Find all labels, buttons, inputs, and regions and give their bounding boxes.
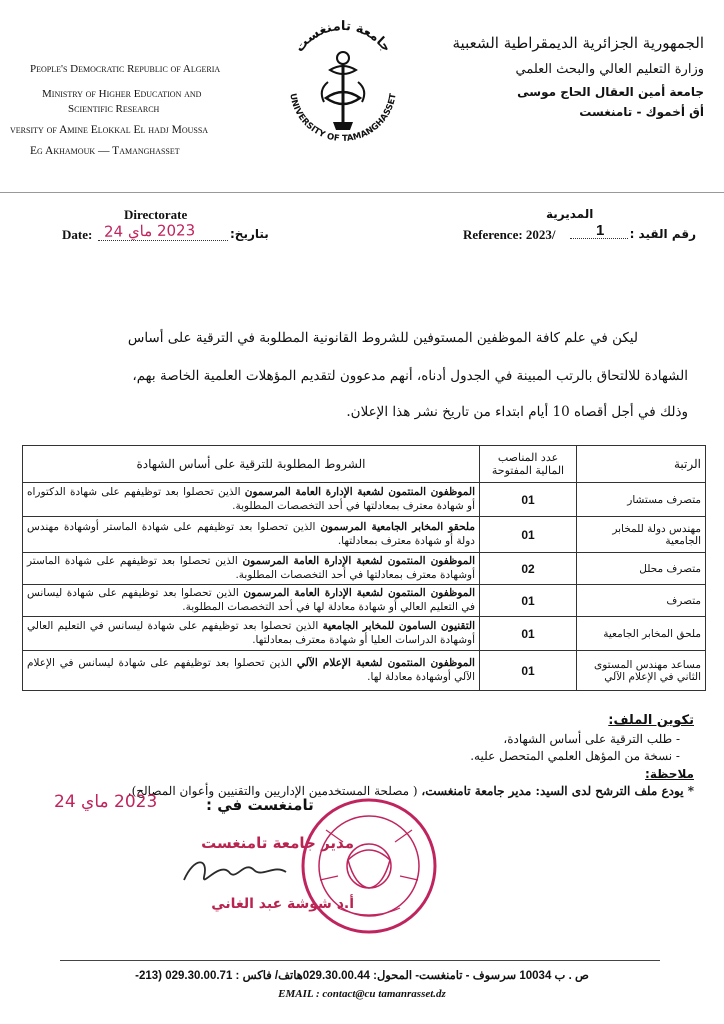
table-row [23, 517, 706, 553]
date-value: 2023 ماي 24 [103, 221, 196, 241]
table-row [23, 553, 706, 585]
header-en-line-4: versity of Amine Elokkal El hadj Moussa [10, 123, 209, 136]
reference-value: 1 [596, 222, 605, 239]
header-divider [0, 192, 724, 193]
conditions-bold: الموظفون المنتمون لشعبة الإدارة العامة المرسمون [244, 486, 475, 499]
signature-title: مدير جامعة تامنغست [201, 834, 354, 852]
signature-date: 2023 ماي 24 [54, 792, 158, 812]
logo-emblem-icon [278, 10, 408, 160]
conditions-cell [23, 651, 480, 691]
note-text: ( مصلحة المستخدمين الإداريين والتقنيين وأعوان المصالح). [127, 784, 422, 799]
reference-label-en: Reference: 2023/ [463, 227, 556, 242]
date-label-en: Date: [62, 227, 93, 242]
header-ar-line-2: وزارة التعليم العالي والبحث العلمي [515, 62, 704, 77]
conditions-text: الذين تحصلوا بعد توظيفهم على شهادة ليسانس في الإعلام الآلي أوشهادة معادلة لها. [27, 657, 475, 683]
positions-cell: 01 [480, 617, 577, 651]
stamp-seal-icon [298, 790, 440, 942]
conditions-cell [23, 585, 480, 617]
conditions-cell [23, 483, 480, 517]
table-header-row [23, 446, 706, 483]
rank-cell: مهندس دولة للمخابر الجامعية [577, 517, 706, 553]
header-english [10, 62, 280, 160]
positions-cell: 01 [480, 585, 577, 617]
file-item: - طلب الترقية على أساس الشهادة، [503, 731, 680, 746]
th-conditions: الشروط المطلوبة للترقية على أساس الشهادة [23, 446, 480, 483]
footer-address: ص . ب 10034 سرسوف - تامنغست- المحول: 029.30.00.44هاتف/ فاكس : 029.30.00.71 (213- [135, 970, 589, 982]
positions-cell: 01 [480, 651, 577, 691]
conditions-text: الذين تحصلوا بعد توظيفهم على شهادة الماستر أوشهادة معترف بمعادلتها في أحد التخصصات المطلوبة. [27, 555, 475, 581]
conditions-bold: الموظفون المنتمون لشعبة الإدارة العامة المرسمون [243, 587, 475, 600]
reference-label-ar: رقم القيد : [629, 227, 696, 241]
directorate-en: Directorate [124, 207, 188, 222]
footer-divider [60, 960, 660, 961]
date-label-ar: بتاريخ: [230, 227, 269, 241]
conditions-cell [23, 517, 480, 553]
table-row [23, 651, 706, 691]
header-en-line-3: Scientific Research [68, 102, 160, 115]
signature-place: تامنغست في : [206, 796, 314, 814]
body-paragraph-2: الشهادة للالتحاق بالرتب المبينة في الجدول أدناه، أنهم مدعوون لتقديم المؤهلات العلمية الخاصة بهم، [132, 368, 688, 384]
logo-text-en: UNIVERSITY OF TAMANGHASSET [287, 92, 399, 145]
rank-cell: متصرف محلل [577, 553, 706, 585]
positions-cell: 02 [480, 553, 577, 585]
conditions-text: الذين تحصلوا بعد توظيفهم على شهادة ليسانس في التعليم العالي أو شهادة معادلة لها في أحد التخصصات المطلوبة. [27, 587, 475, 613]
th-positions: عدد المناصب المالية المفتوحة [480, 446, 577, 483]
positions-cell: 01 [480, 517, 577, 553]
university-logo [278, 10, 408, 160]
promotion-table [22, 445, 706, 691]
header-arabic [404, 34, 704, 119]
file-section [94, 712, 694, 800]
file-item: - نسخة من المؤهل العلمي المتحصل عليه. [470, 749, 680, 764]
conditions-text: الذين تحصلوا بعد توظيفهم على شهادة ليسانس في التعليم العالي أوشهادة الدراسات العليا أو شهادة معترف بمعادلتها. [27, 620, 475, 646]
conditions-bold: الموظفون المنتمون لشعبة الإدارة العامة المرسمون [242, 555, 475, 568]
header-en-line-5: Eg Akhamouk — Tamanghasset [30, 145, 180, 158]
positions-cell: 01 [480, 483, 577, 517]
conditions-bold: التقنيون السامون للمخابر الجامعية [322, 620, 476, 633]
header-ar-line-4: أق أخموك - تامنغست [579, 105, 704, 119]
header-ar-line-1: الجمهورية الجزائرية الديمقراطية الشعبية [452, 34, 704, 52]
file-title: تكوين الملف: [608, 713, 694, 728]
svg-text:جامعة تامنغست [292, 19, 394, 55]
header-en-line-2: Ministry of Higher Education and [42, 87, 202, 100]
note-bold: * يودع ملف الترشح لدى السيد: مدير جامعة تامنغست، [421, 784, 694, 799]
directorate-ar: المديرية [546, 207, 594, 221]
header-ar-line-3: جامعة أمين العقال الحاج موسى [517, 85, 704, 99]
rank-cell: متصرف [577, 585, 706, 617]
rank-cell: مساعد مهندس المستوى الثاني في الإعلام الآلي [577, 651, 706, 691]
conditions-bold: الموظفون المنتمون لشعبة الإعلام الآلي [296, 657, 475, 670]
note-title: ملاحظة: [645, 766, 694, 781]
body-paragraph-3: وذلك في أجل أقصاه 10 أيام ابتداء من تاريخ نشر هذا الإعلان. [346, 404, 688, 420]
conditions-text: الذين تحصلوا بعد توظيفهم على شهادة الدكتوراه أو شهادة معترف بمعادلتها في أحد التخصصات المطلوبة. [27, 486, 475, 512]
body-paragraph-1: ليكن في علم كافة الموظفين المستوفين للشروط القانونية المطلوبة في الترقية على أساس [127, 330, 638, 346]
conditions-cell [23, 617, 480, 651]
logo-text-ar: جامعة تامنغست [292, 18, 394, 56]
rank-cell: متصرف مستشار [577, 483, 706, 517]
official-stamp [298, 790, 440, 942]
conditions-cell [23, 553, 480, 585]
conditions-text: الذين تحصلوا بعد توظيفهم على شهادة الماستر أوشهادة مهندس دولة أو شهادة معترف بمعادلتها. [27, 521, 475, 547]
footer-email: EMAIL : contact@cu tamanrasset.dz [278, 988, 446, 1000]
table-row [23, 483, 706, 517]
header-en-line-1: People's Democratic Republic of Algeria [30, 63, 221, 75]
rank-cell: ملحق المخابر الجامعية [577, 617, 706, 651]
conditions-bold: ملحقو المخابر الجامعية المرسمون [320, 521, 475, 534]
handwritten-signature-icon [174, 852, 294, 892]
signature-name: أ.د شوشة عبد الغاني [211, 896, 354, 912]
table-row [23, 585, 706, 617]
th-rank: الرتبة [577, 446, 706, 483]
table-row [23, 617, 706, 651]
